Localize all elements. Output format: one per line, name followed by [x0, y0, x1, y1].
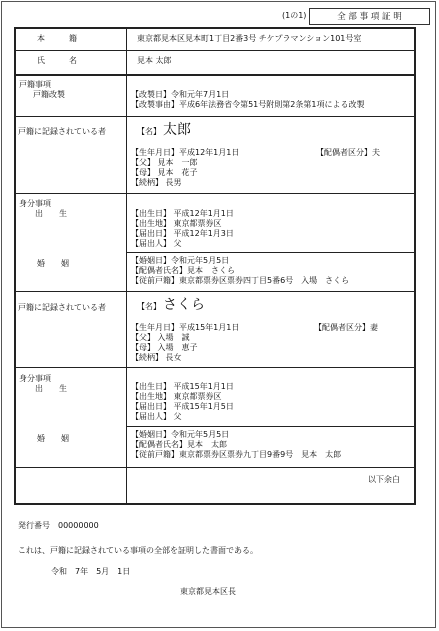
row-divider	[14, 116, 416, 117]
person-name: 太郎	[163, 122, 191, 138]
birth-place: 【出生地】 東京都票券区	[131, 392, 222, 401]
row-divider	[14, 467, 416, 468]
marriage-date: 【婚姻日】令和元年5月5日	[131, 430, 230, 439]
spouse-name: 【配偶者氏名】見本 太郎	[131, 440, 227, 449]
name-tag: 【名】	[137, 127, 161, 136]
marriage-date: 【婚姻日】令和元年5月5日	[131, 256, 230, 265]
person-section-label: 戸籍に記録されている者	[18, 303, 106, 312]
report-date: 【届出日】 平成15年1月5日	[131, 402, 234, 411]
issue-date: 令和 7年 5月 1日	[51, 567, 131, 576]
kaisei-reason: 【改製事由】平成6年法務省令第51号附則第2条第1項による改製	[131, 100, 365, 109]
shimei-value: 見本 太郎	[137, 56, 172, 65]
reporter: 【届出人】 父	[131, 412, 182, 421]
name-tag: 【名】	[137, 302, 161, 311]
shussei-label: 出 生	[35, 384, 67, 393]
spouse-category: 【配偶者区分】妻	[314, 323, 378, 332]
row-divider	[14, 291, 416, 292]
relationship: 【続柄】 長女	[131, 353, 182, 362]
koseki-kaisei-label: 戸籍改製	[33, 90, 65, 99]
row-divider	[14, 193, 416, 194]
person-name: さくら	[163, 297, 205, 313]
row-divider	[14, 50, 416, 51]
shussei-label: 出 生	[35, 209, 67, 218]
person-section-label: 戸籍に記録されている者	[18, 127, 106, 136]
birth-place: 【出生地】 東京都票券区	[131, 219, 222, 228]
previous-koseki: 【従前戸籍】東京都票券区票券四丁目5番6号 入場 さくら	[131, 276, 350, 285]
konin-label: 婚 姻	[37, 434, 69, 443]
row-divider	[14, 367, 416, 368]
spouse-name: 【配偶者氏名】見本 さくら	[131, 266, 235, 275]
inner-divider	[127, 252, 416, 253]
honseki-label: 本 籍	[37, 34, 77, 43]
previous-koseki: 【従前戸籍】東京都票券区票券九丁目9番9号 見本 太郎	[131, 450, 342, 459]
father: 【父】 見本 一郎	[131, 158, 198, 167]
issuer: 東京都見本区長	[180, 587, 236, 596]
birth-day: 【出生日】 平成12年1月1日	[131, 209, 234, 218]
ika-yohaku: 以下余白	[368, 475, 400, 484]
shimei-label: 氏 名	[37, 56, 77, 65]
birth-day: 【出生日】 平成15年1月1日	[131, 382, 234, 391]
serial-number: 発行番号 00000000	[18, 521, 99, 530]
birth-date: 【生年月日】平成12年1月1日	[131, 148, 240, 157]
certificate-title: 全 部 事 項 証 明	[309, 8, 430, 25]
mother: 【母】 見本 花子	[131, 168, 198, 177]
honseki-value: 東京都見本区見本町1丁目2番3号 チケプラマンション101号室	[137, 34, 362, 43]
column-divider	[126, 27, 127, 505]
spouse-category: 【配偶者区分】夫	[316, 148, 380, 157]
mibun-jiko-label: 身分事項	[19, 374, 51, 383]
inner-divider	[127, 426, 416, 427]
konin-label: 婚 姻	[37, 259, 69, 268]
mibun-jiko-label: 身分事項	[19, 199, 51, 208]
mother: 【母】 入場 恵子	[131, 343, 198, 352]
page-number: (1の1)	[282, 11, 307, 20]
certification-statement: これは、戸籍に記録されている事項の全部を証明した書面である。	[18, 546, 258, 555]
father: 【父】 入場 誠	[131, 333, 190, 342]
report-date: 【届出日】 平成12年1月3日	[131, 229, 234, 238]
birth-date: 【生年月日】平成15年1月1日	[131, 323, 240, 332]
row-divider	[14, 74, 416, 76]
reporter: 【届出人】 父	[131, 239, 182, 248]
koseki-jiko-label: 戸籍事項	[19, 80, 51, 89]
kaisei-date: 【改製日】令和元年7月1日	[131, 90, 230, 99]
relationship: 【続柄】 長男	[131, 178, 182, 187]
